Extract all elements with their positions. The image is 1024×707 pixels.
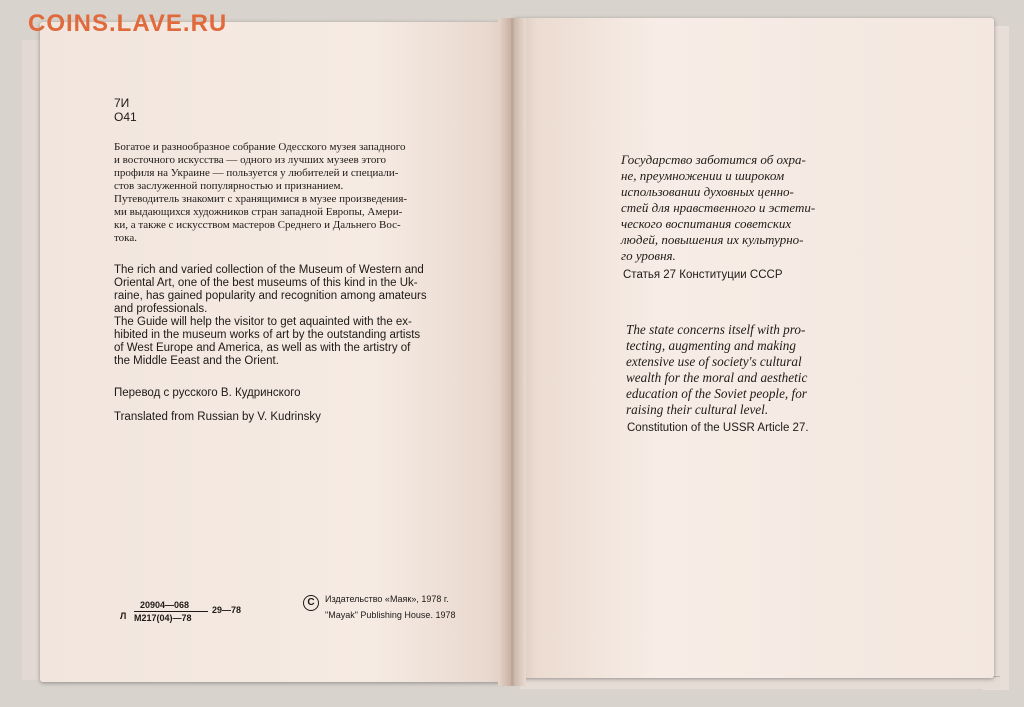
source-ru: Статья 27 Конституции СССР [623, 269, 783, 281]
quote-en-line: education of the Soviet people, for [626, 386, 807, 401]
quote-ru-line: использовании духовных ценно- [621, 184, 794, 199]
en-desc-line: The Guide will help the visitor to get aquainted with the ex- [114, 316, 412, 328]
watermark: COINS.LAVE.RU [28, 10, 228, 37]
copyright-symbol: C [303, 595, 319, 611]
en-desc-line: and professionals. [114, 303, 208, 315]
quote-en-line: The state concerns itself with pro- [626, 322, 806, 337]
en-desc-line: the Middle Eeast and the Orient. [114, 355, 279, 367]
price-code-numerator: 20904—068 [140, 600, 190, 610]
book-spine [498, 18, 526, 686]
source-en: Constitution of the USSR Article 27. [627, 422, 809, 434]
translation-credit-ru: Перевод с русского В. Кудринского [114, 387, 301, 399]
quote-ru-line: не, преумножении и широком [621, 168, 785, 183]
price-code-suffix: 29—78 [212, 605, 242, 615]
copyright-ru: Издательство «Маяк», 1978 г. [325, 594, 449, 604]
ru-desc-line: стов заслуженной популярностью и признанием. [114, 180, 344, 192]
catalog-code-2: О41 [114, 110, 137, 124]
en-desc-line: raine, has gained popularity and recognition among amateurs [114, 290, 427, 302]
ru-desc-line: и восточного искусства — одного из лучших музеев этого [114, 154, 387, 166]
quote-en-line: extensive use of society's cultural [626, 354, 802, 369]
catalog-code-1: 7И [114, 96, 130, 110]
en-desc-line: of West Europe and America, as well as with the artistry of [114, 342, 411, 354]
quote-ru-line: го уровня. [621, 248, 676, 263]
quote-en-line: wealth for the moral and aesthetic [626, 370, 808, 385]
price-code-denominator: М217(04)—78 [134, 613, 192, 623]
quote-ru-line: ческого воспитания советских [621, 216, 792, 231]
quote-ru-line: Государство заботится об охра- [621, 152, 806, 167]
fraction-bar [134, 611, 208, 612]
ru-desc-line: Путеводитель знакомит с хранящимися в музее произведения- [114, 193, 408, 205]
en-desc-line: hibited in the museum works of art by the outstanding artists [114, 329, 421, 341]
price-code-prefix: Л [120, 611, 127, 621]
quote-en-line: raising their cultural level. [626, 402, 769, 417]
ru-desc-line: тока. [114, 232, 137, 244]
quote-en-line: tecting, augmenting and making [626, 338, 796, 353]
ru-desc-line: ки, а также с искусством мастеров Среднего и Дальнего Вос- [114, 219, 401, 231]
translation-credit-en: Translated from Russian by V. Kudrinsky [114, 411, 321, 423]
copyright-en: "Mayak" Publishing House. 1978 [325, 610, 456, 620]
ru-desc-line: ми выдающихся художников стран западной Европы, Амери- [114, 206, 403, 218]
quote-ru-line: людей, повышения их культурно- [621, 232, 804, 247]
ru-desc-line: профиля на Украине — пользуется у любителей и специали- [114, 167, 399, 179]
ru-desc-line: Богатое и разнообразное собрание Одесского музея западного [114, 141, 406, 153]
quote-ru-line: стей для нравственного и эстети- [621, 200, 816, 215]
en-desc-line: Oriental Art, one of the best museums of this kind in the Uk- [114, 277, 418, 289]
en-desc-line: The rich and varied collection of the Museum of Western and [114, 264, 424, 276]
